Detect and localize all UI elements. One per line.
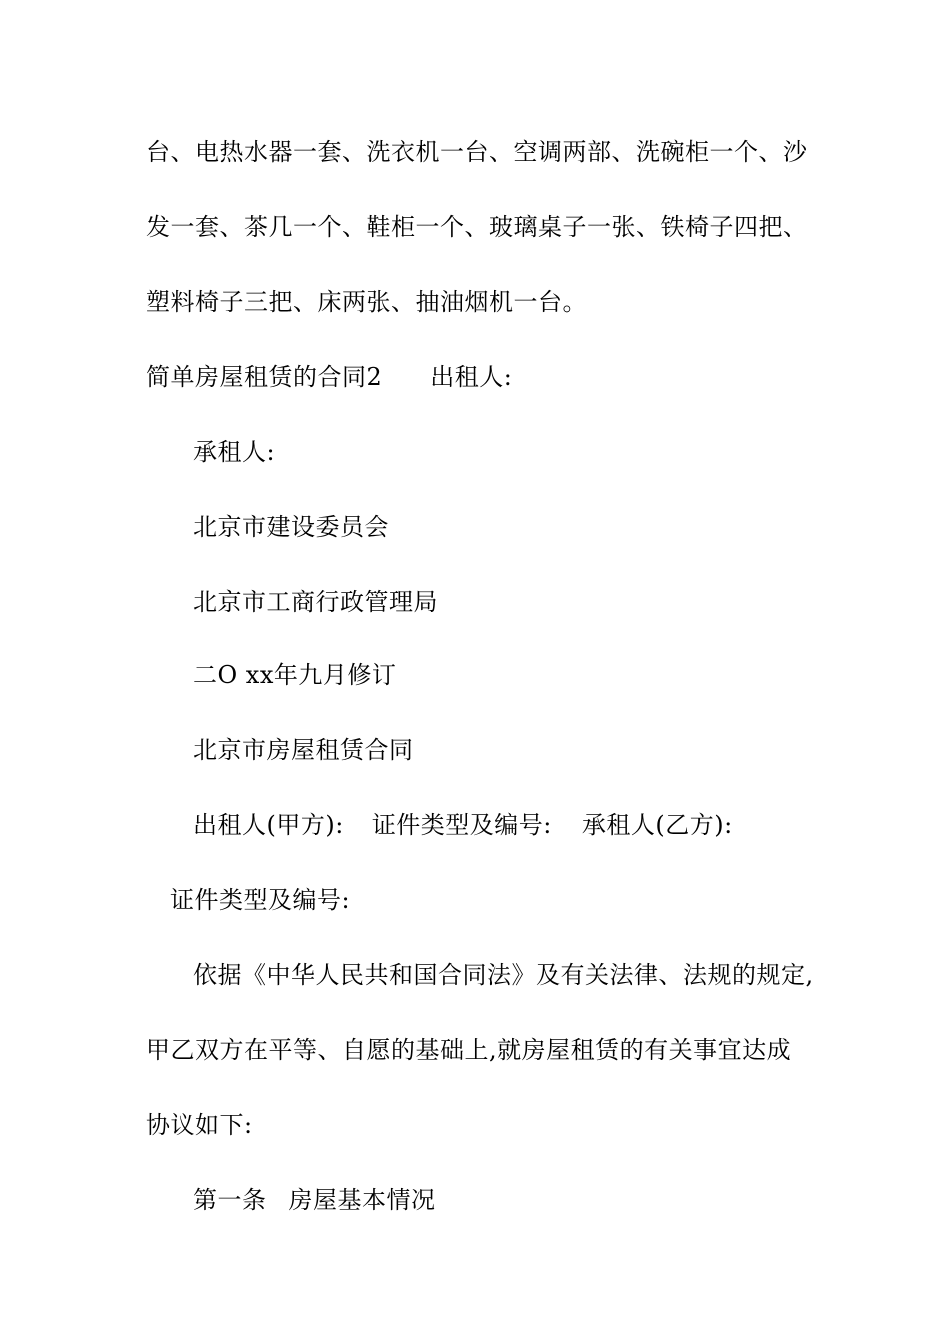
contract-name: 北京市房屋租赁合同 (193, 736, 414, 764)
article-number: 第一条 (193, 1186, 267, 1214)
party-b-label: 承租人(乙方): (581, 811, 733, 839)
issuer-line: 北京市工商行政管理局 (193, 588, 438, 616)
text-line: 塑料椅子三把、床两张、抽油烟机一台。 (146, 288, 587, 316)
text-line: 甲乙双方在平等、自愿的基础上,就房屋租赁的有关事宜达成 (146, 1036, 792, 1064)
text-line: 协议如下: (146, 1111, 253, 1139)
parties-line (193, 810, 733, 840)
revision-date: 二O xx年九月修订 (193, 661, 397, 689)
party-a-label: 出租人(甲方): (193, 811, 344, 839)
article-title: 房屋基本情况 (288, 1186, 436, 1214)
article-heading (193, 1185, 436, 1215)
contract-title: 简单房屋租赁的合同2 (146, 363, 383, 391)
id-type-label: 证件类型及编号: (170, 886, 351, 914)
text-line: 台、电热水器一套、洗衣机一台、空调两部、洗碗柜一个、沙 (146, 138, 808, 166)
lessee-label: 承租人: (193, 438, 276, 466)
id-type-label: 证件类型及编号: (371, 811, 552, 839)
issuer-line: 北京市建设委员会 (193, 513, 389, 541)
lessor-label: 出租人: (430, 363, 513, 391)
text-line: 依据《中华人民共和国合同法》及有关法律、法规的规定, (193, 961, 814, 989)
text-line: 发一套、茶几一个、鞋柜一个、玻璃桌子一张、铁椅子四把、 (146, 213, 808, 241)
contract-heading-line (146, 362, 512, 392)
